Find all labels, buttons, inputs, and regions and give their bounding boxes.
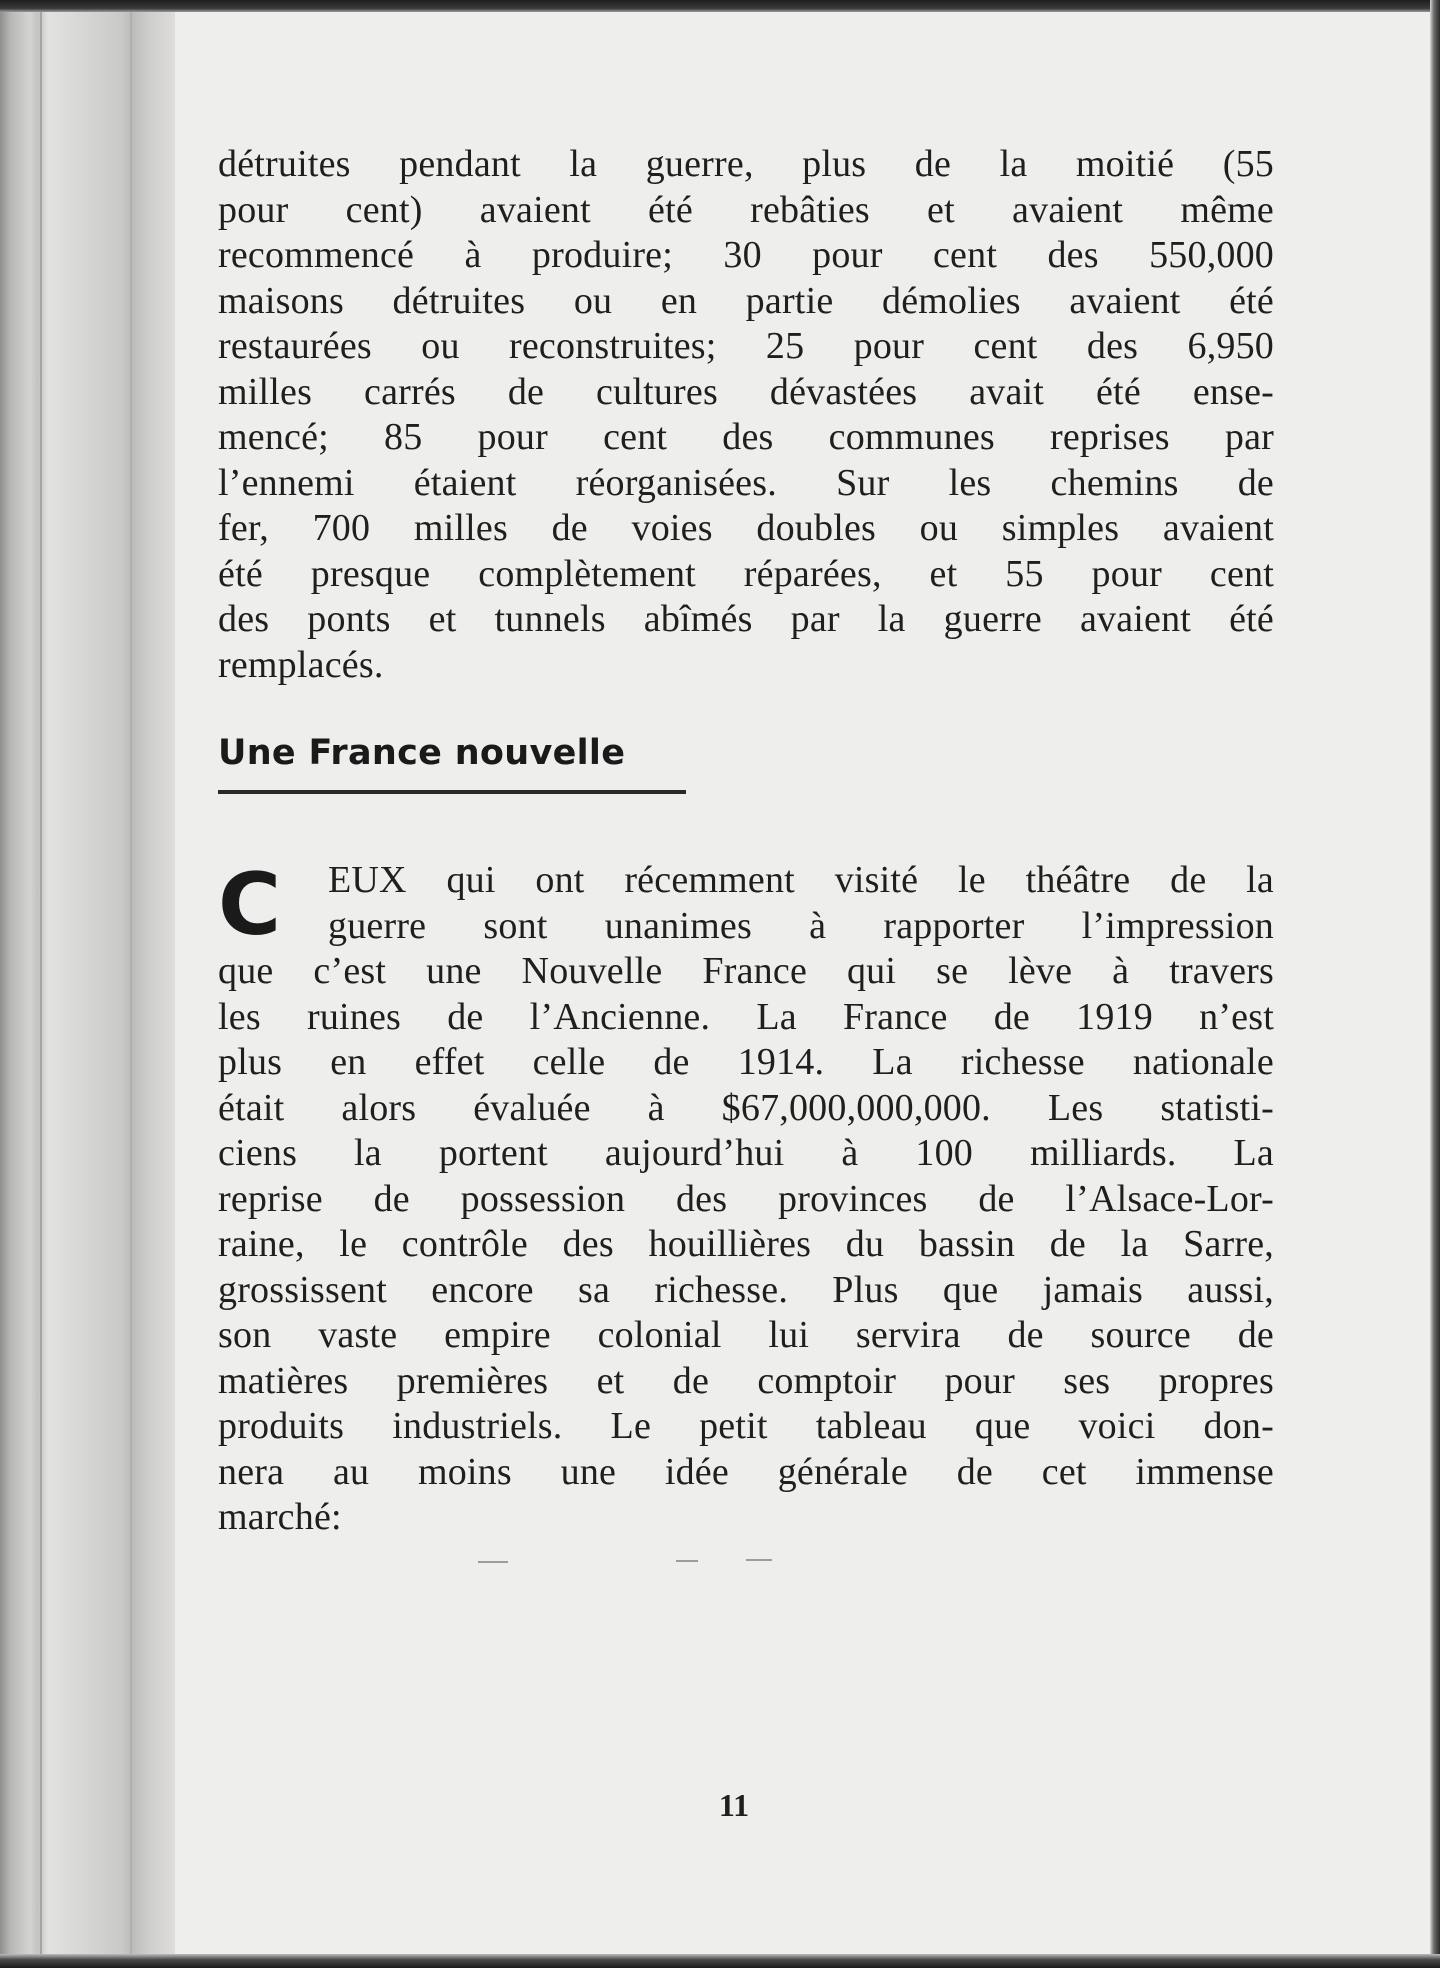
drop-cap-block <box>218 855 1274 955</box>
text-line: EUX qui ont récemment visité le théâtre de la <box>328 859 1274 901</box>
text-line: mencé; 85 pour cent des communes reprises par <box>218 416 1274 458</box>
text-line: été presque complètement réparées, et 55 pour cent <box>218 552 1274 595</box>
paper-speck <box>478 1561 508 1563</box>
text-line: raine, le contrôle des houillières du bassin de la Sarre, <box>218 1223 1274 1265</box>
text-line: l’ennemi étaient réorganisées. Sur les chemins de <box>218 461 1274 504</box>
page-number: 11 <box>718 1787 750 1823</box>
text-line: des ponts et tunnels abîmés par la guerre avaient été <box>218 598 1274 640</box>
text-line: nera au moins une idée générale de cet immense <box>218 1450 1274 1493</box>
text-line: reprise de possession des provinces de l’Alsace-Lor- <box>218 1177 1274 1220</box>
text-line: plus en effet celle de 1914. La richesse nationale <box>218 1041 1274 1083</box>
scan-edge-right <box>1430 0 1440 1968</box>
scan-edge-top <box>0 0 1440 12</box>
text-line: les ruines de l’Ancienne. La France de 1919 n’est <box>218 995 1274 1038</box>
text-line: marché: <box>218 1496 342 1538</box>
book-binding <box>0 0 175 1968</box>
drop-cap: C <box>218 855 282 955</box>
text-line: que c’est une Nouvelle France qui se lève à travers <box>218 950 1274 992</box>
binding-crease <box>40 0 42 1968</box>
text-line: recommencé à produire; 30 pour cent des 550,000 <box>218 234 1274 276</box>
text-line: fer, 700 milles de voies doubles ou simples avaient <box>218 507 1274 549</box>
text-line: guerre sont unanimes à rapporter l’impression <box>328 904 1274 947</box>
text-line: produits industriels. Le petit tableau que voici don- <box>218 1405 1274 1447</box>
section-heading: Une France nouvelle <box>218 733 626 773</box>
text-line: son vaste empire colonial lui servira de source de <box>218 1314 1274 1356</box>
text-line: milles carrés de cultures dévastées avait été ense- <box>218 370 1274 413</box>
paragraph-reconstruction <box>218 142 1274 688</box>
text-line: grossissent encore sa richesse. Plus que jamais aussi, <box>218 1268 1274 1311</box>
text-line: remplacés. <box>218 643 384 686</box>
paper-speck <box>746 1559 772 1561</box>
text-line: pour cent) avaient été rebâties et avaient même <box>218 188 1274 231</box>
text-line: maisons détruites ou en partie démolies avaient été <box>218 279 1274 322</box>
text-line: restaurées ou reconstruites; 25 pour cent des 6,950 <box>218 325 1274 367</box>
paper-speck <box>676 1560 698 1562</box>
text-line: était alors évaluée à $67,000,000,000. Les statisti- <box>218 1086 1274 1129</box>
text-line: matières premières et de comptoir pour ses propres <box>218 1359 1274 1402</box>
heading-underline <box>218 790 686 794</box>
paragraph-new-france <box>218 855 1274 1541</box>
text-line: ciens la portent aujourd’hui à 100 milliards. La <box>218 1132 1274 1174</box>
binding-crease <box>130 0 132 1968</box>
text-line: détruites pendant la guerre, plus de la moitié (55 <box>218 143 1274 185</box>
scan-edge-bottom <box>0 1954 1440 1968</box>
